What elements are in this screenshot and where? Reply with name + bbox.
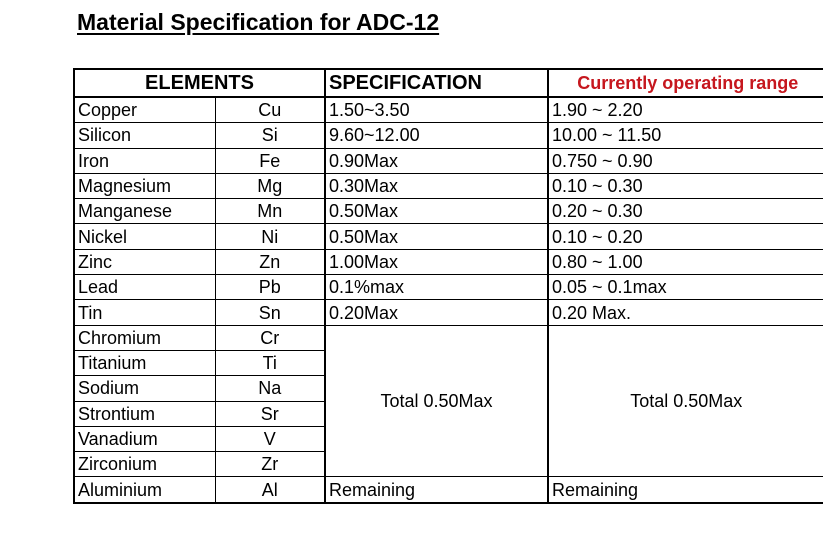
table-body <box>74 97 823 503</box>
table-row <box>74 325 823 350</box>
element-symbol: Mg <box>215 173 325 198</box>
specification-value: Remaining <box>325 477 548 503</box>
table-row <box>74 199 823 224</box>
document-title: Material Specification for ADC-12 <box>77 9 440 35</box>
element-symbol: Cr <box>215 325 325 350</box>
element-name: Vanadium <box>74 426 215 451</box>
element-name: Titanium <box>74 350 215 375</box>
specification-value: 0.20Max <box>325 300 548 325</box>
element-name: Iron <box>74 148 215 173</box>
table-row <box>74 477 823 503</box>
element-name: Manganese <box>74 199 215 224</box>
element-name: Magnesium <box>74 173 215 198</box>
operating-range-value: Remaining <box>548 477 823 503</box>
specification-value: 1.50~3.50 <box>325 97 548 123</box>
specification-value: 1.00Max <box>325 249 548 274</box>
element-name: Zirconium <box>74 452 215 477</box>
table-row <box>74 148 823 173</box>
operating-range-value: 10.00 ~ 11.50 <box>548 123 823 148</box>
element-name: Nickel <box>74 224 215 249</box>
element-name: Zinc <box>74 249 215 274</box>
element-name: Copper <box>74 97 215 123</box>
specification-value: 0.90Max <box>325 148 548 173</box>
table-row <box>74 173 823 198</box>
elements-header: ELEMENTS <box>74 69 325 97</box>
operating-range-value: 0.10 ~ 0.20 <box>548 224 823 249</box>
element-symbol: Si <box>215 123 325 148</box>
element-symbol: Cu <box>215 97 325 123</box>
operating-range-value: 0.05 ~ 0.1max <box>548 275 823 300</box>
specification-table <box>73 68 823 504</box>
element-name: Aluminium <box>74 477 215 503</box>
specification-value: 9.60~12.00 <box>325 123 548 148</box>
operating-range-value: 0.10 ~ 0.30 <box>548 173 823 198</box>
table-row <box>74 249 823 274</box>
element-name: Sodium <box>74 376 215 401</box>
element-name: Chromium <box>74 325 215 350</box>
element-symbol: Mn <box>215 199 325 224</box>
element-symbol: Sr <box>215 401 325 426</box>
element-symbol: Al <box>215 477 325 503</box>
table-row <box>74 123 823 148</box>
element-name: Tin <box>74 300 215 325</box>
operating-range-value: 0.20 Max. <box>548 300 823 325</box>
table-row <box>74 300 823 325</box>
grouped-operating-range-value: Total 0.50Max <box>548 325 823 477</box>
specification-value: 0.30Max <box>325 173 548 198</box>
operating-range-value: 0.750 ~ 0.90 <box>548 148 823 173</box>
element-symbol: Sn <box>215 300 325 325</box>
element-symbol: Ti <box>215 350 325 375</box>
element-symbol: Zr <box>215 452 325 477</box>
element-symbol: Na <box>215 376 325 401</box>
header-row <box>74 69 823 97</box>
table-row <box>74 224 823 249</box>
table-row <box>74 275 823 300</box>
element-name: Lead <box>74 275 215 300</box>
operating-range-value: 1.90 ~ 2.20 <box>548 97 823 123</box>
operating-range-value: 0.20 ~ 0.30 <box>548 199 823 224</box>
specification-value: 0.50Max <box>325 199 548 224</box>
grouped-specification-value: Total 0.50Max <box>325 325 548 477</box>
element-symbol: Fe <box>215 148 325 173</box>
element-symbol: Ni <box>215 224 325 249</box>
specification-header: SPECIFICATION <box>325 69 548 97</box>
element-symbol: V <box>215 426 325 451</box>
operating-range-header: Currently operating range <box>548 69 823 97</box>
element-symbol: Pb <box>215 275 325 300</box>
table-row <box>74 97 823 123</box>
element-symbol: Zn <box>215 249 325 274</box>
element-name: Silicon <box>74 123 215 148</box>
specification-value: 0.50Max <box>325 224 548 249</box>
element-name: Strontium <box>74 401 215 426</box>
operating-range-value: 0.80 ~ 1.00 <box>548 249 823 274</box>
specification-value: 0.1%max <box>325 275 548 300</box>
